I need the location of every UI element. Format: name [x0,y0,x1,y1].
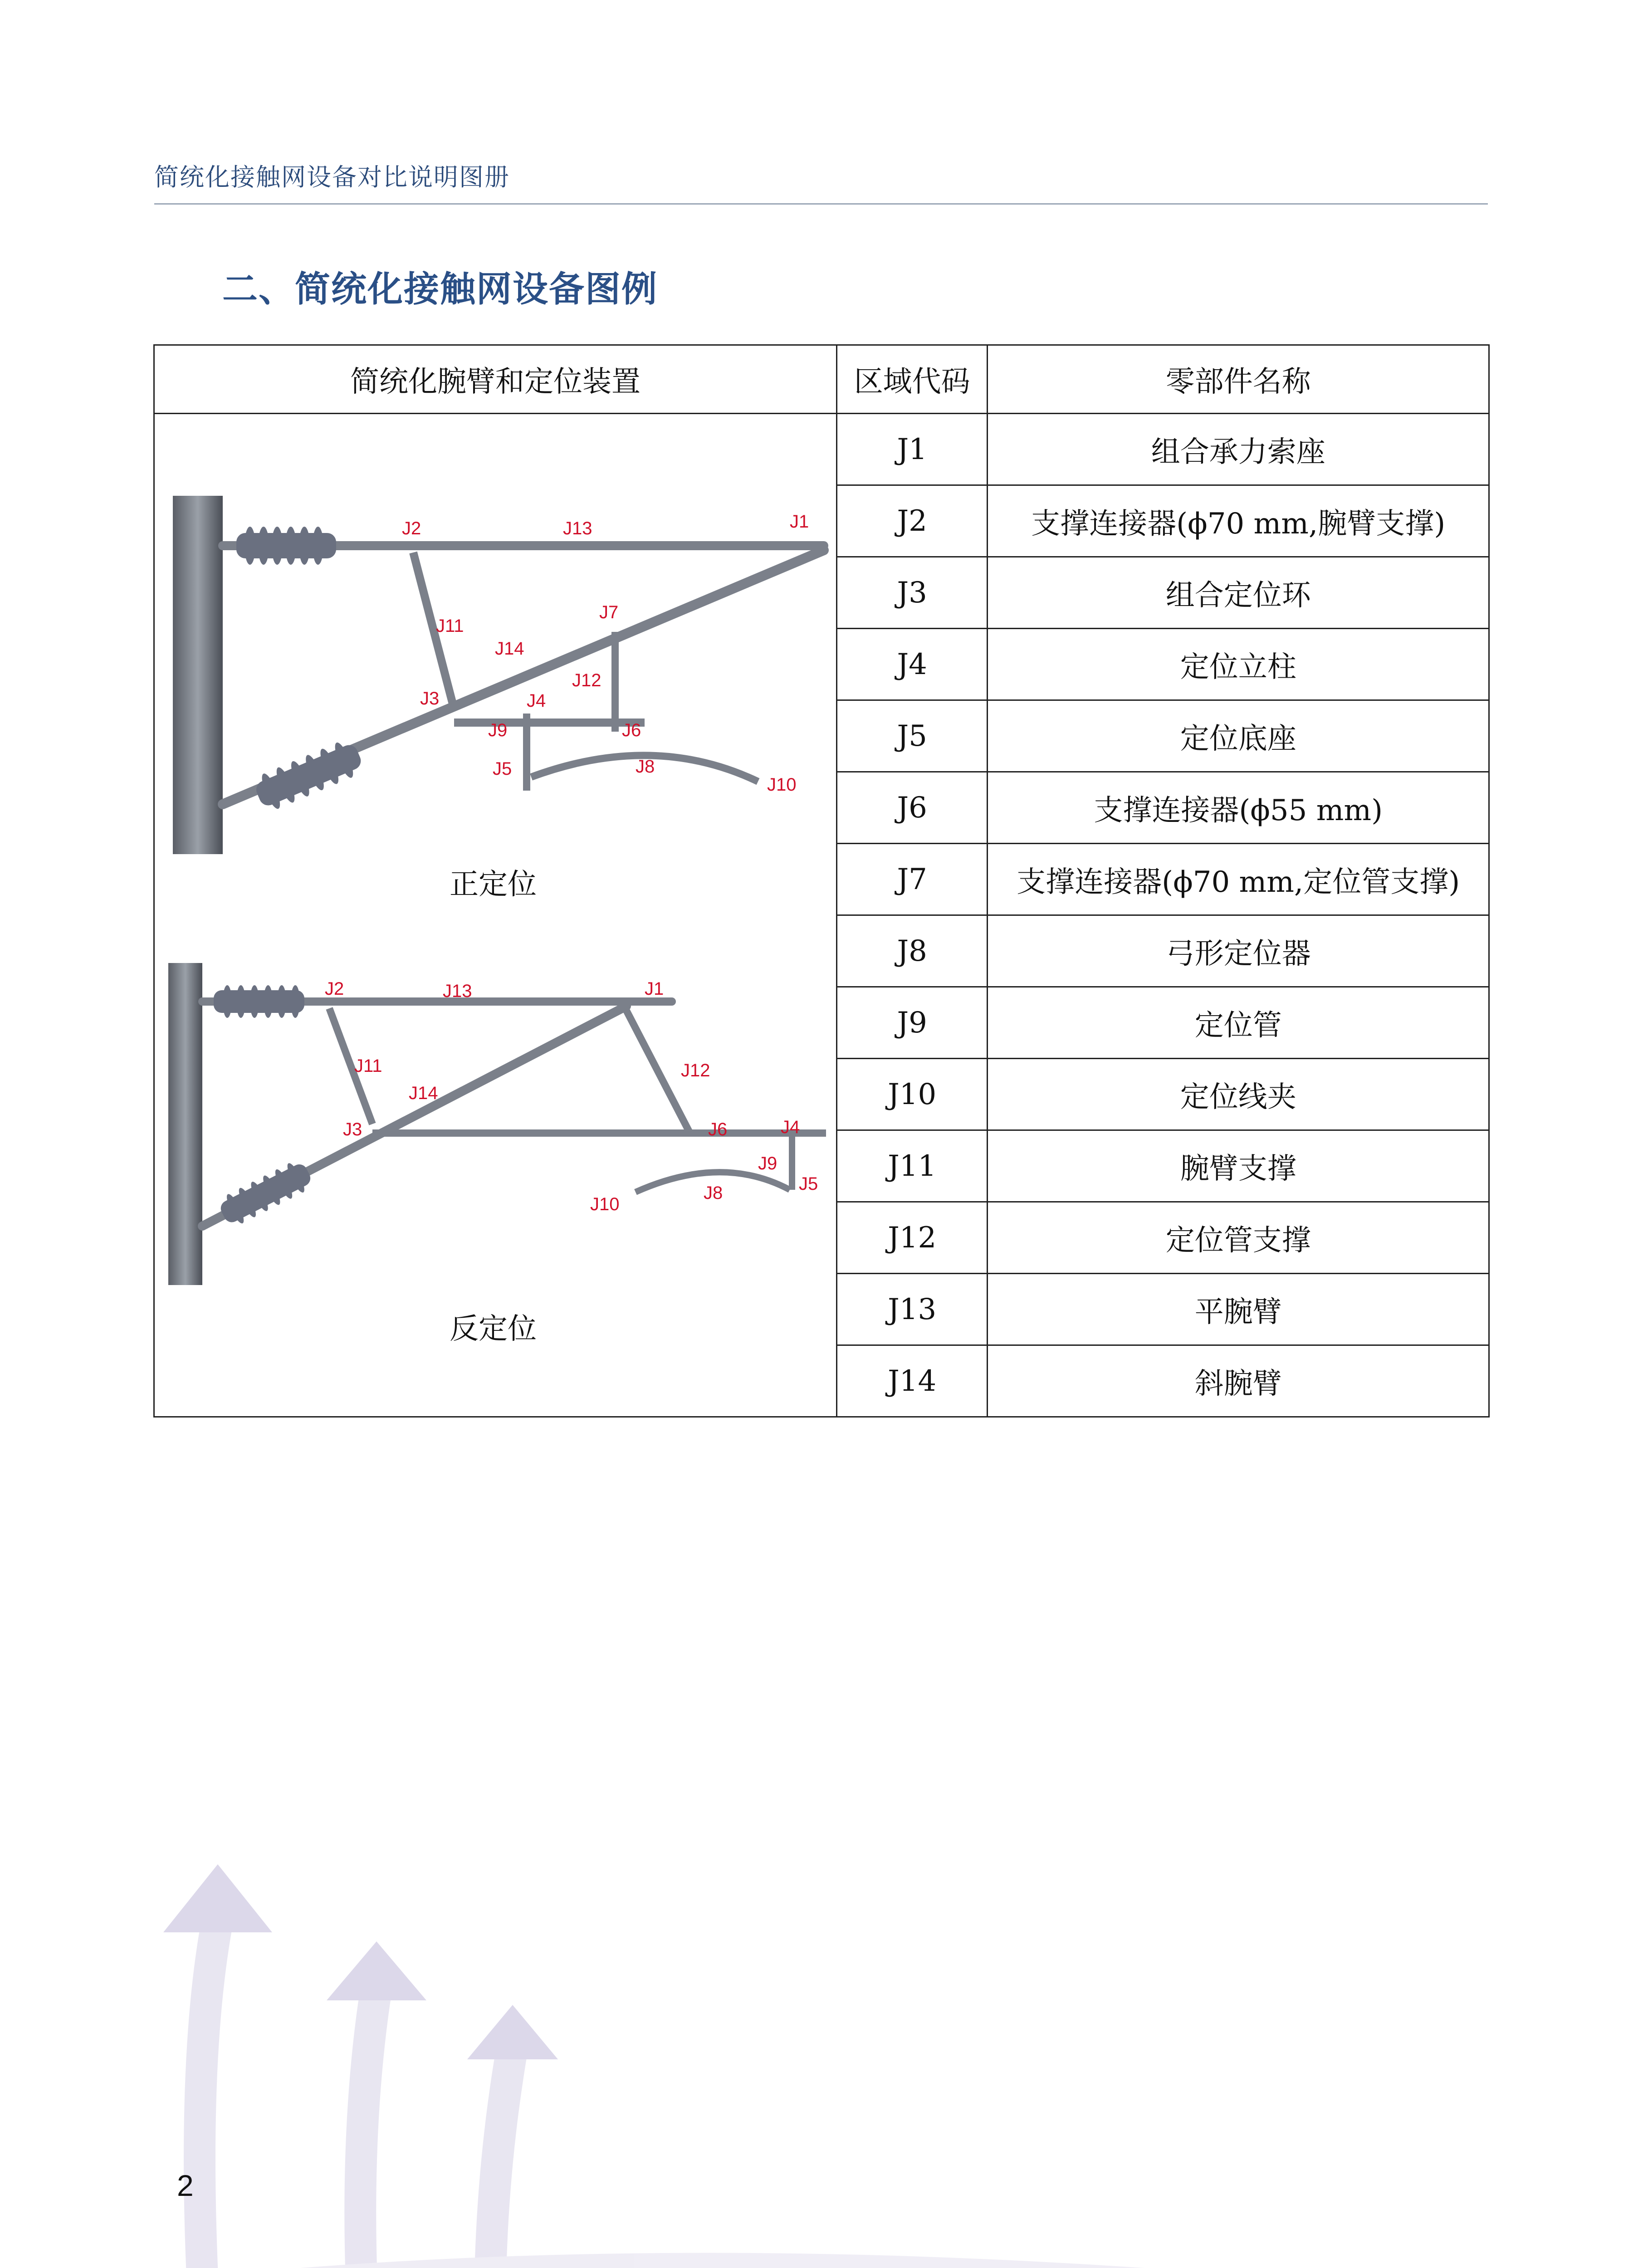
code-cell: J6 [836,772,987,844]
part-name-cell: 定位立柱 [988,629,1489,700]
part-name-cell: 定位底座 [988,700,1489,772]
code-cell: J10 [836,1059,987,1130]
part-name-cell: 支撑连接器(ϕ70 mm,定位管支撑) [988,844,1489,915]
label-j6: J6 [622,720,641,740]
insulator-top [236,527,336,565]
table-row [154,414,1489,485]
positive-positioning-caption: 正定位 [450,868,537,901]
reverse-positioning-diagram [155,963,835,1308]
label-j14: J14 [409,1083,438,1103]
reverse-positioning-caption: 反定位 [450,1312,537,1346]
code-cell: J11 [836,1130,987,1202]
positive-positioning-diagram [155,414,835,890]
part-name-cell: 定位管支撑 [988,1202,1489,1274]
label-j4: J4 [781,1117,800,1137]
insulator-top [214,985,304,1018]
figure-cell [154,414,837,1417]
label-j14: J14 [495,639,524,659]
figure-area [155,414,835,1412]
header-divider [154,203,1488,205]
code-cell: J2 [836,485,987,557]
parts-table [153,344,1490,1418]
label-j6: J6 [708,1119,728,1139]
label-j5: J5 [799,1174,818,1194]
part-name-cell: 斜腕臂 [988,1345,1489,1417]
label-j12: J12 [572,670,601,690]
header-part-name: 零部件名称 [988,345,1489,414]
code-cell: J7 [836,844,987,915]
label-j2: J2 [325,979,344,999]
label-j8: J8 [636,757,655,777]
part-name-cell: 腕臂支撑 [988,1130,1489,1202]
label-j9: J9 [488,720,508,740]
label-j8: J8 [704,1183,723,1203]
label-j4: J4 [527,691,546,711]
part-name-cell: 弓形定位器 [988,915,1489,987]
part-name-cell: 定位线夹 [988,1059,1489,1130]
code-cell: J12 [836,1202,987,1274]
label-j3: J3 [343,1119,362,1139]
label-j5: J5 [493,759,512,779]
label-j10: J10 [590,1194,620,1214]
header-code: 区域代码 [836,345,987,414]
insulator-bottom [251,737,366,814]
decorative-arrows-graphic [136,1837,1497,2268]
code-cell: J13 [836,1274,987,1345]
label-j13: J13 [563,518,592,538]
code-cell: J9 [836,987,987,1059]
label-j12: J12 [681,1061,710,1080]
header-figure: 简统化腕臂和定位装置 [154,345,837,414]
label-j1: J1 [645,979,664,999]
label-j2: J2 [402,518,421,538]
part-name-cell: 支撑连接器(ϕ55 mm) [988,772,1489,844]
table-header-row [154,345,1489,414]
code-cell: J3 [836,557,987,629]
section-title: 二、简统化接触网设备图例 [222,269,658,310]
code-cell: J5 [836,700,987,772]
mast-pole [173,496,223,854]
label-j10: J10 [767,775,797,795]
mast-pole [168,963,202,1285]
code-cell: J1 [836,414,987,485]
code-cell: J14 [836,1345,987,1417]
page-number: 2 [177,2169,194,2202]
insulator-bottom [216,1157,316,1229]
part-name-cell: 组合定位环 [988,557,1489,629]
label-j9: J9 [758,1154,777,1173]
part-name-cell: 平腕臂 [988,1274,1489,1345]
label-j13: J13 [443,981,472,1001]
document-header-title: 简统化接触网设备对比说明图册 [154,163,510,191]
part-name-cell: 组合承力索座 [988,414,1489,485]
part-name-cell: 支撑连接器(ϕ70 mm,腕臂支撑) [988,485,1489,557]
part-name-cell: 定位管 [988,987,1489,1059]
code-cell: J8 [836,915,987,987]
label-j7: J7 [599,602,619,622]
code-cell: J4 [836,629,987,700]
label-j11: J11 [436,616,464,636]
label-j3: J3 [420,689,440,709]
label-j1: J1 [790,512,809,532]
registration-tube-brace [626,1011,690,1133]
label-j11: J11 [354,1056,382,1076]
